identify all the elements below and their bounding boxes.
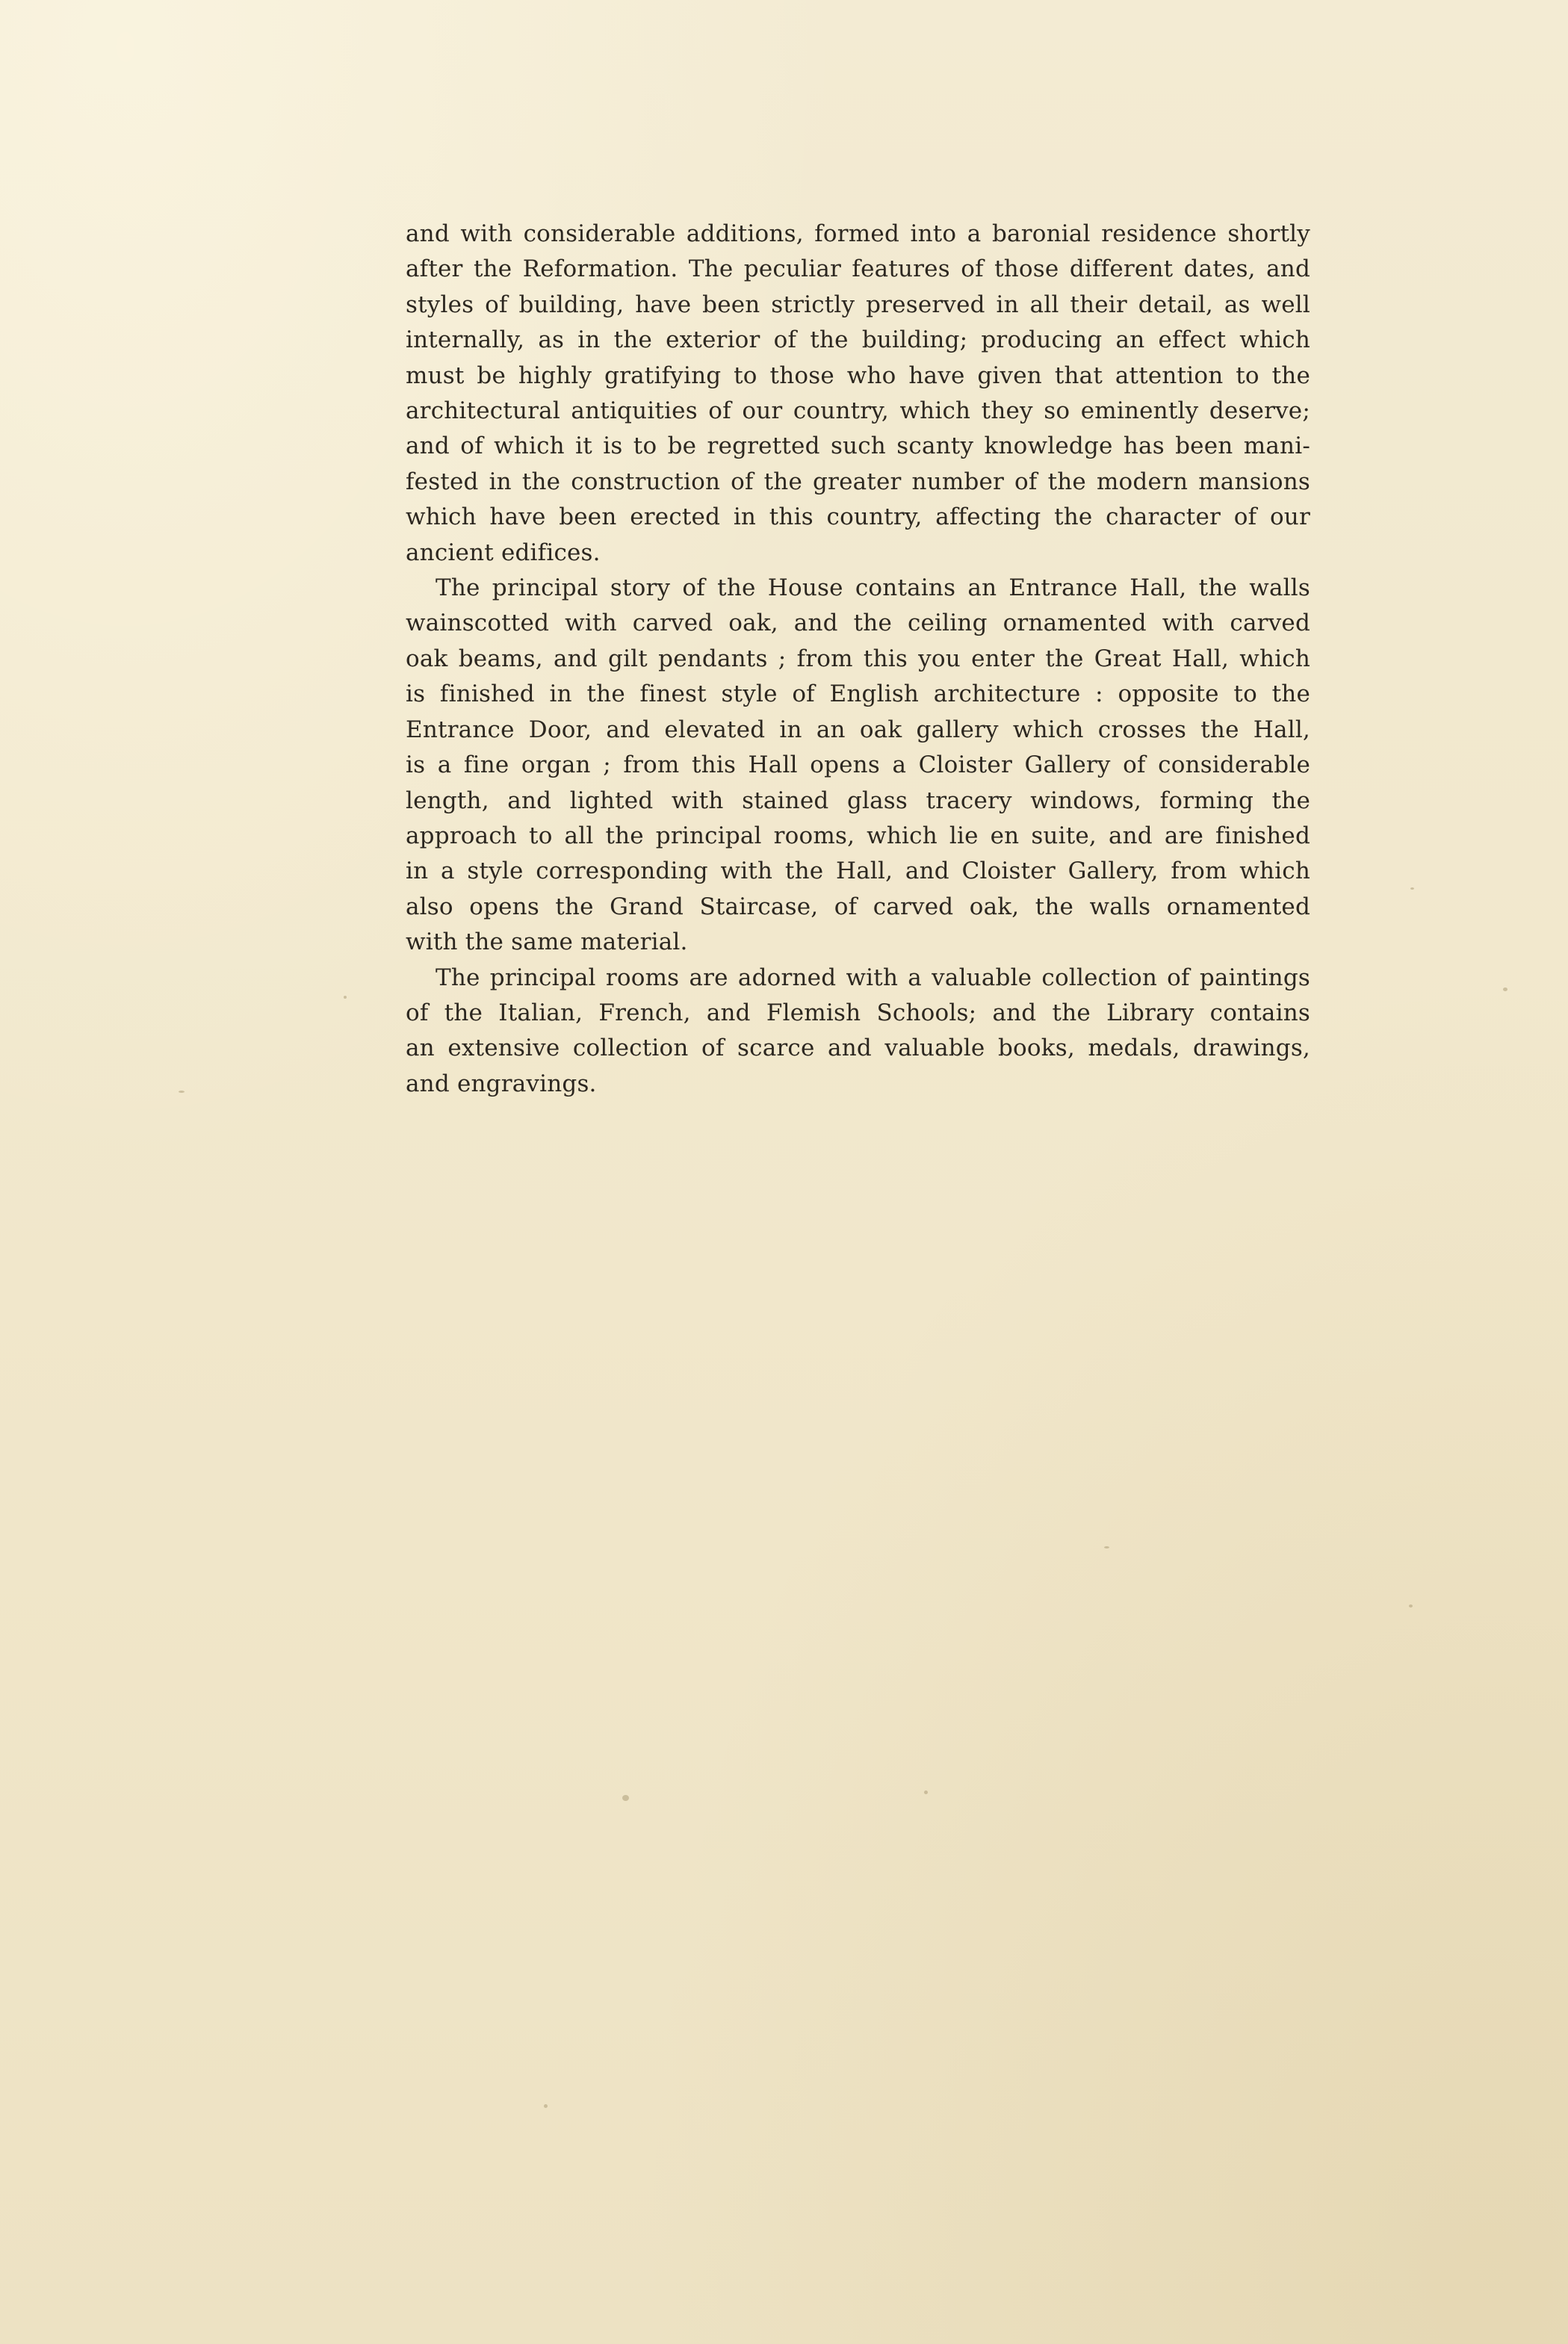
text-line: and engravings. — [406, 1070, 597, 1097]
paper-speck — [544, 2104, 548, 2108]
text-line: is finished in the finest style of English architecture : opposite to the — [406, 680, 1310, 708]
text-line: must be highly gratifying to those who have given that attention to the — [406, 362, 1310, 389]
text-line: of the Italian, French, and Flemish Schools; and the Library contains — [406, 999, 1310, 1026]
text-line: fested in the construction of the greater number of the modern mansions — [406, 468, 1310, 495]
paper-speck — [924, 1790, 928, 1794]
text-line: after the Reformation. The peculiar features of those different dates, and — [406, 255, 1310, 283]
text-line: ancient edifices. — [406, 539, 601, 566]
paper-speck — [344, 996, 347, 999]
paper-speck — [622, 1795, 629, 1801]
paper-speck — [1410, 887, 1414, 890]
paper-speck — [179, 1091, 185, 1093]
paper-speck — [1503, 987, 1507, 991]
text-line: approach to all the principal rooms, which lie en suite, and are finished — [406, 822, 1310, 849]
text-line: wainscotted with carved oak, and the ceiling ornamented with carved — [406, 610, 1310, 637]
text-line: which have been erected in this country, affecting the character of our — [406, 503, 1310, 531]
text-line: and with considerable additions, formed into a baronial residence shortly — [406, 220, 1310, 247]
text-line: Entrance Door, and elevated in an oak gallery which crosses the Hall, — [406, 716, 1310, 743]
text-line: and of which it is to be regretted such scanty knowledge has been mani- — [406, 432, 1310, 460]
paper-speck — [1104, 1546, 1109, 1548]
paragraph-3 — [406, 961, 1310, 1103]
text-line: also opens the Grand Staircase, of carved oak, the walls ornamented — [406, 893, 1310, 920]
text-line: oak beams, and gilt pendants ; from this you enter the Great Hall, which — [406, 645, 1310, 672]
text-line: architectural antiquities of our country, which they so eminently deserve; — [406, 397, 1310, 425]
paragraph-1 — [406, 217, 1310, 571]
text-line: in a style corresponding with the Hall, and Cloister Gallery, from which — [406, 858, 1310, 885]
text-line: styles of building, have been strictly preserved in all their detail, as well — [406, 291, 1310, 318]
paper-speck — [1409, 1604, 1413, 1607]
text-line: internally, as in the exterior of the building; producing an effect which — [406, 326, 1310, 354]
text-line: The principal rooms are adorned with a valuable collection of paintings — [436, 964, 1310, 991]
text-line: with the same material. — [406, 928, 688, 956]
text-line: The principal story of the House contains an Entrance Hall, the walls — [436, 574, 1310, 602]
text-line: length, and lighted with stained glass tracery windows, forming the — [406, 787, 1310, 814]
paragraph-2 — [406, 571, 1310, 960]
text-line: an extensive collection of scarce and valuable books, medals, drawings, — [406, 1035, 1310, 1062]
text-line: is a fine organ ; from this Hall opens a Cloister Gallery of considerable — [406, 751, 1310, 779]
body-text — [406, 217, 1310, 1102]
